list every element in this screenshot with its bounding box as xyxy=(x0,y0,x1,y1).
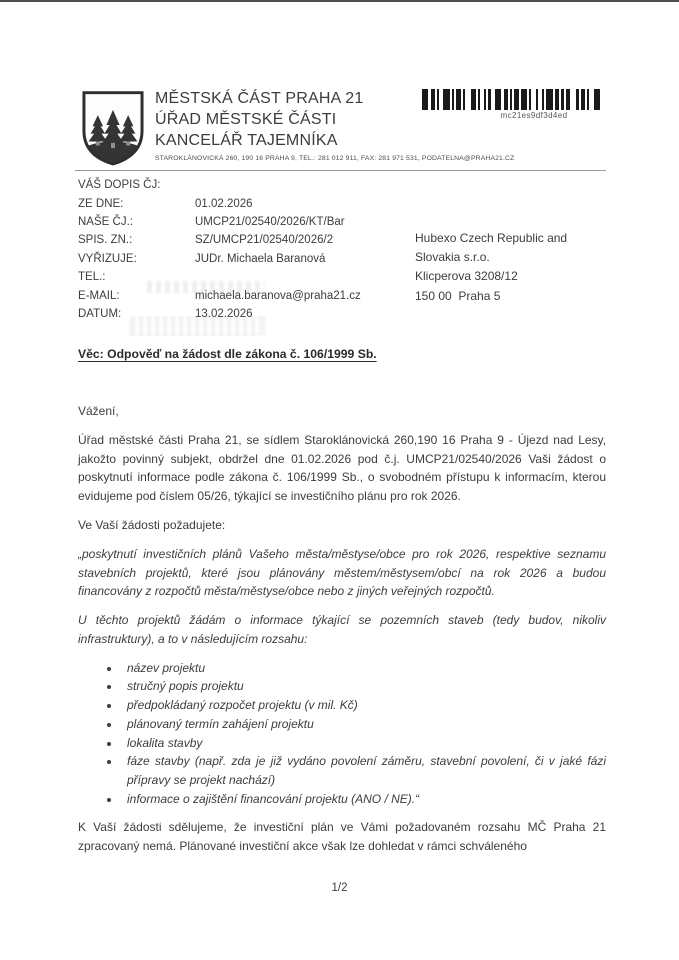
recipient-line: 150 00 Praha 5 xyxy=(415,288,501,303)
meta-row-tel xyxy=(78,268,361,286)
barcode-bars-icon xyxy=(422,89,600,110)
meta-label: NAŠE ČJ.: xyxy=(78,215,133,228)
bullet-item: • informace o zajištění financování projektu (ANO / NE).“ xyxy=(121,790,606,809)
paragraph-quote-1: „poskytnutí investičních plánů Vašeho města/městyse/obce pro rok 2026, respektive seznamu stavebních projektů, které jsou plánovány městem/městysem/obcí na rok 2026 a budou financovány z rozpočtů města/městyse/obce nebo z jiných veřejných rozpočtů. xyxy=(78,546,606,599)
meta-label: ZE DNE: xyxy=(78,197,124,210)
recipient-line: Slovakia s.r.o. xyxy=(415,250,490,265)
org-contact-line: STAROKLÁNOVICKÁ 260, 190 16 PRAHA 9, TEL.: 281 012 911, FAX: 281 971 531, PODATELNA@PRAHA21.CZ xyxy=(155,155,515,162)
bullet-item: • plánovaný termín zahájení projektu xyxy=(121,715,606,734)
meta-block xyxy=(78,176,361,323)
org-name-line3: KANCELÁŘ TAJEMNÍKA xyxy=(155,132,338,149)
bullet-item: • stručný popis projektu xyxy=(121,677,606,696)
org-name-line2: ÚŘAD MĚSTSKÉ ČÁSTI xyxy=(155,111,337,128)
letter-body xyxy=(78,402,606,866)
meta-row-nase-cj xyxy=(78,213,361,231)
barcode-text: mc21es9df3d4ed xyxy=(500,111,568,120)
meta-row-email xyxy=(78,286,361,304)
meta-label: TEL.: xyxy=(78,271,106,284)
bullet-item: • předpokládaný rozpočet projektu (v mil. Kč) xyxy=(121,696,606,715)
meta-value: 13.02.2026 xyxy=(195,307,253,320)
barcode xyxy=(422,89,600,120)
recipient-line: Klicperova 3208/12 xyxy=(415,269,518,284)
recipient-line: Hubexo Czech Republic and xyxy=(415,231,568,245)
meta-value: michaela.baranova@praha21.cz xyxy=(195,289,361,302)
meta-value: SZ/UMCP21/02540/2026/2 xyxy=(195,234,334,247)
meta-row-ze-dne xyxy=(78,194,361,212)
bullet-item: • lokalita stavby xyxy=(121,734,606,753)
meta-label: E-MAIL: xyxy=(78,289,120,302)
org-name-line1: MĚSTSKÁ ČÁST PRAHA 21 xyxy=(155,90,364,107)
meta-label: DATUM: xyxy=(78,307,122,320)
request-bullet-list xyxy=(78,659,606,809)
meta-value: 01.02.2026 xyxy=(195,197,253,210)
meta-label: VÁŠ DOPIS ČJ: xyxy=(78,179,161,192)
coat-of-arms-icon xyxy=(80,88,146,170)
paragraph-answer: K Vaší žádosti sdělujeme, že investiční plán ve Vámi požadovaném rozsahu MČ Praha 21 zpracovaný nemá. Plánované investiční akce však lze dohledat v rámci schváleného xyxy=(78,820,606,854)
meta-label: SPIS. ZN.: xyxy=(78,234,133,247)
bullet-item: • fáze stavby (např. zda je již vydáno povolení záměru, stavební povolení, či v jaké fázi přípravy se projekt nachází) xyxy=(121,752,606,789)
paragraph-quote-2: U těchto projektů žádám o informace týkající se pozemních staveb (tedy budov, nikoliv infrastruktury), a to v následujícím rozsahu: xyxy=(78,613,606,646)
meta-row-datum xyxy=(78,305,361,323)
meta-label: VYŘIZUJE: xyxy=(78,252,137,265)
subject-line: Věc: Odpověď na žádost dle zákona č. 106/1999 Sb. xyxy=(78,347,377,361)
meta-value: JUDr. Michaela Baranová xyxy=(195,252,326,265)
meta-value: UMCP21/02540/2026/KT/Bar xyxy=(195,215,345,228)
bullet-item: • název projektu xyxy=(121,659,606,678)
paragraph-request-lead: Ve Vaší žádosti požadujete: xyxy=(78,517,226,532)
header-divider xyxy=(75,170,606,171)
meta-row-spis-zn xyxy=(78,231,361,249)
meta-row-vas-dopis xyxy=(78,176,361,194)
page-number: 1/2 xyxy=(331,882,348,894)
scan-edge-artifact xyxy=(0,0,679,2)
salutation: Vážení, xyxy=(78,404,119,418)
paragraph-intro: Úřad městské části Praha 21, se sídlem Staroklánovická 260,190 16 Praha 9 - Újezd nad Lesy, jakožto povinný subjekt, obdržel dne 01.02.2026 pod č.j. UMCP21/02540/2026 Vaši žádost o poskytnutí informace podle zákona č. 106/1999 Sb., o svobodném přístupu k informacím, kterou evidujeme pod číslem 05/26, týkající se investičního plánu pro rok 2026. xyxy=(78,432,606,504)
meta-row-vyrizuje xyxy=(78,250,361,268)
recipient-address xyxy=(415,229,567,306)
